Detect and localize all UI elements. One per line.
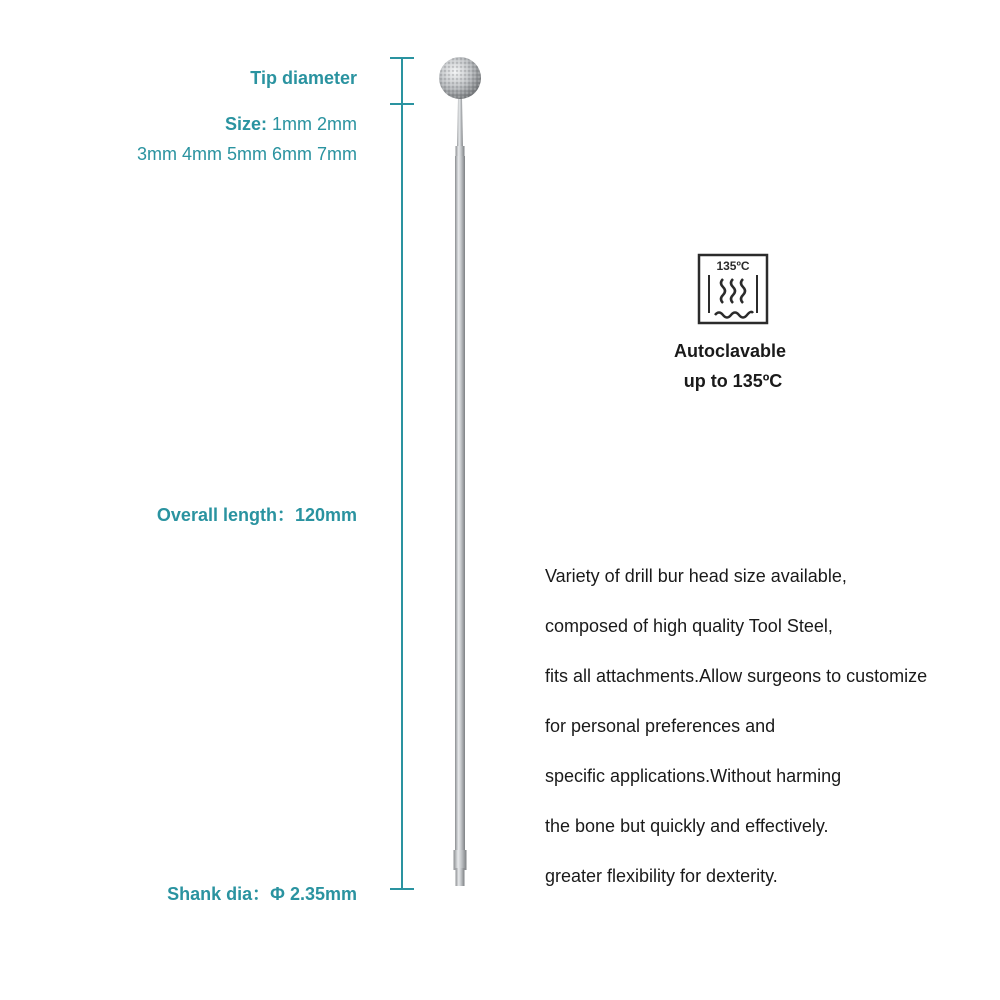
autoclave-subtitle: up to 135ºC <box>683 371 783 391</box>
description-line: Variety of drill bur head size available, <box>545 566 847 586</box>
drill-bur-illustration <box>420 50 500 890</box>
description-line: greater flexibility for dexterity. <box>545 866 778 886</box>
bur-shaft <box>455 156 465 856</box>
autoclave-icon-temp: 135ºC <box>716 259 750 273</box>
autoclave-steam-icon <box>697 253 769 325</box>
description-line: specific applications.Without harming <box>545 766 842 786</box>
size-label: Size: <box>224 114 267 134</box>
autoclave-title: Autoclavable <box>673 341 787 361</box>
size-values-line1: 1mm 2mm <box>272 114 357 134</box>
description-line: the bone but quickly and effectively. <box>545 816 829 836</box>
size-values-line2: 3mm 4mm 5mm 6mm 7mm <box>137 144 357 164</box>
tip-diameter-label: Tip diameter <box>250 68 357 88</box>
bur-ball-grit <box>439 57 481 99</box>
dimension-line <box>401 58 403 890</box>
bur-shank-end <box>456 868 465 886</box>
dimension-tick-bottom <box>390 888 414 890</box>
overall-length-label: Overall length：120mm <box>156 505 357 525</box>
dimension-tick-top <box>390 57 414 59</box>
description-line: for personal preferences and <box>545 716 776 736</box>
dimension-tick-tip <box>390 103 414 105</box>
shank-dia-label: Shank dia：Φ 2.35mm <box>167 884 357 904</box>
size-label-row <box>225 114 357 135</box>
bur-shank-step <box>454 850 467 870</box>
description-line: fits all attachments.Allow surgeons to customize <box>545 666 928 686</box>
bur-neck <box>457 98 463 150</box>
description-line: composed of high quality Tool Steel, <box>545 616 833 636</box>
